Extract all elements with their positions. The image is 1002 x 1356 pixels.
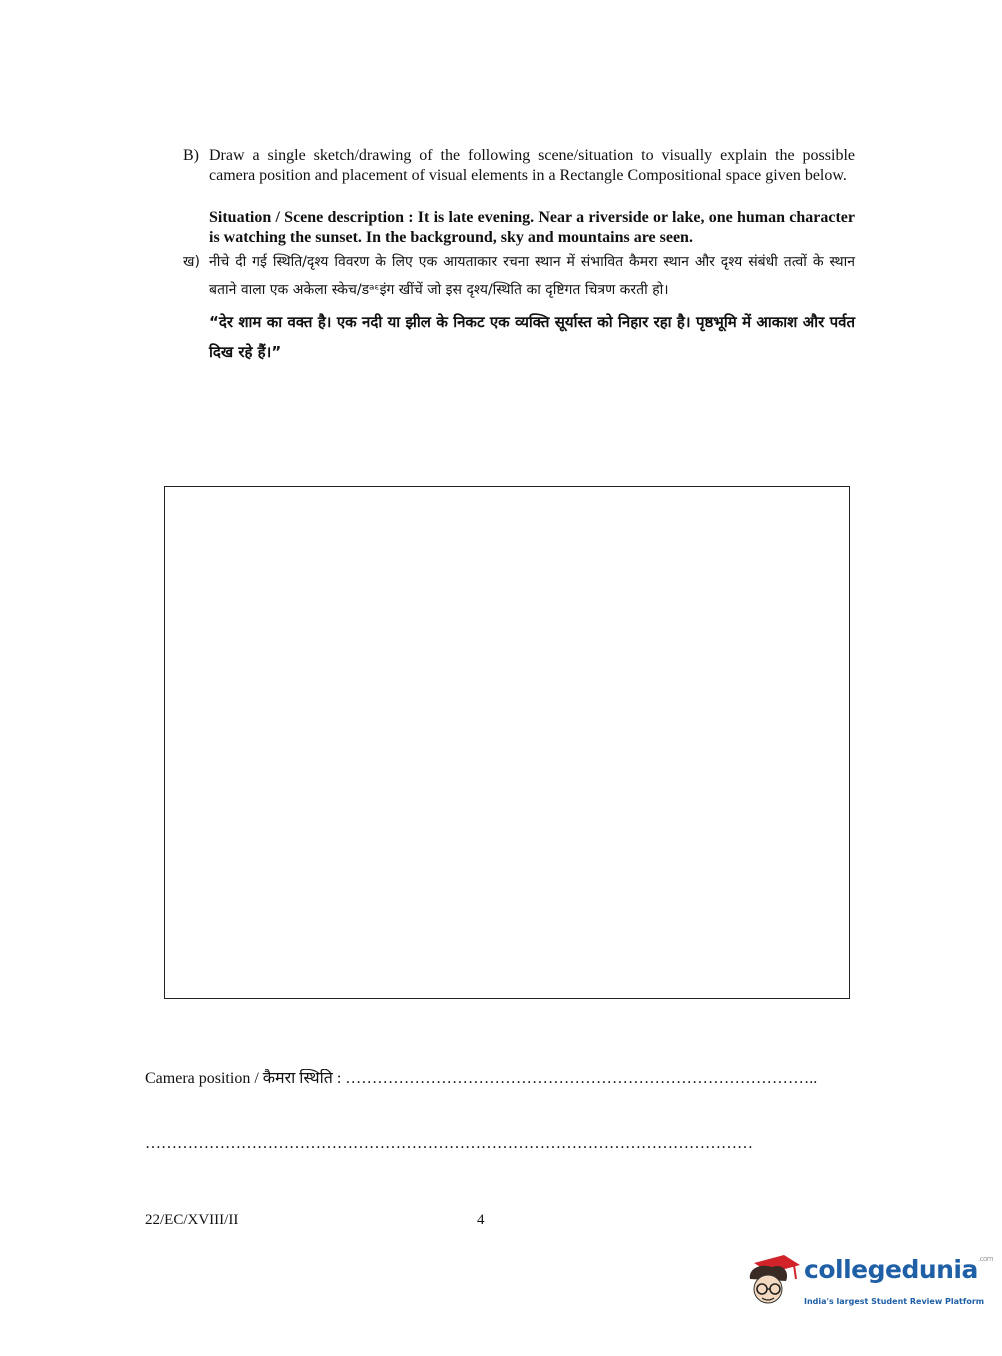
question-text-english: Draw a single sketch/drawing of the following scene/situation to visually explain the possible camera position and placement of visual elements in a Rectangle Compositional space given below. [209,147,855,184]
question-marker-english: B) [183,147,199,164]
question-marker-hindi: ख) [183,254,200,270]
page-number: 4 [477,1212,485,1228]
camera-position-line [145,1069,857,1089]
logo-tagline: India's largest Student Review Platform [804,1297,985,1306]
answer-continuation-dots[interactable]: …………………………………………………………………………………………………… [145,1135,753,1152]
logo-wordmark: collegedunia$^{.com}$ [804,1255,994,1284]
camera-position-answer-dots[interactable]: …………………………………………………………………………….. [345,1070,818,1087]
camera-position-label: Camera position / कैमरा स्थिति : [145,1070,346,1087]
collegedunia-logo [742,1253,994,1313]
scene-description-hindi: “देर शाम का वक्त है। एक नदी या झील के निकट एक व्यक्ति सूर्यास्त को निहार रहा है। पृष्ठभूमि में आकाश और पर्वत दिख रहे हैं।” [209,313,855,361]
mascot-icon [742,1253,802,1313]
sketch-drawing-box[interactable] [164,486,850,999]
question-text-hindi: नीचे दी गई स्थिति/दृश्य विवरण के लिए एक आयताकार रचना स्थान में संभावित कैमरा स्थान और दृश्य संबंधी तत्वों के स्थान बताने वाला एक अकेला स्केच/डᵃᵋइंग खींचें जो इस दृश्य/स्थिति का दृष्टिगत चित्रण करती हो। [209,254,855,298]
scene-description-english: Situation / Scene description : It is late evening. Near a riverside or lake, one human character is watching the sunset. In the background, sky and mountains are seen. [209,209,855,246]
paper-code: 22/EC/XVIII/II [145,1212,239,1228]
